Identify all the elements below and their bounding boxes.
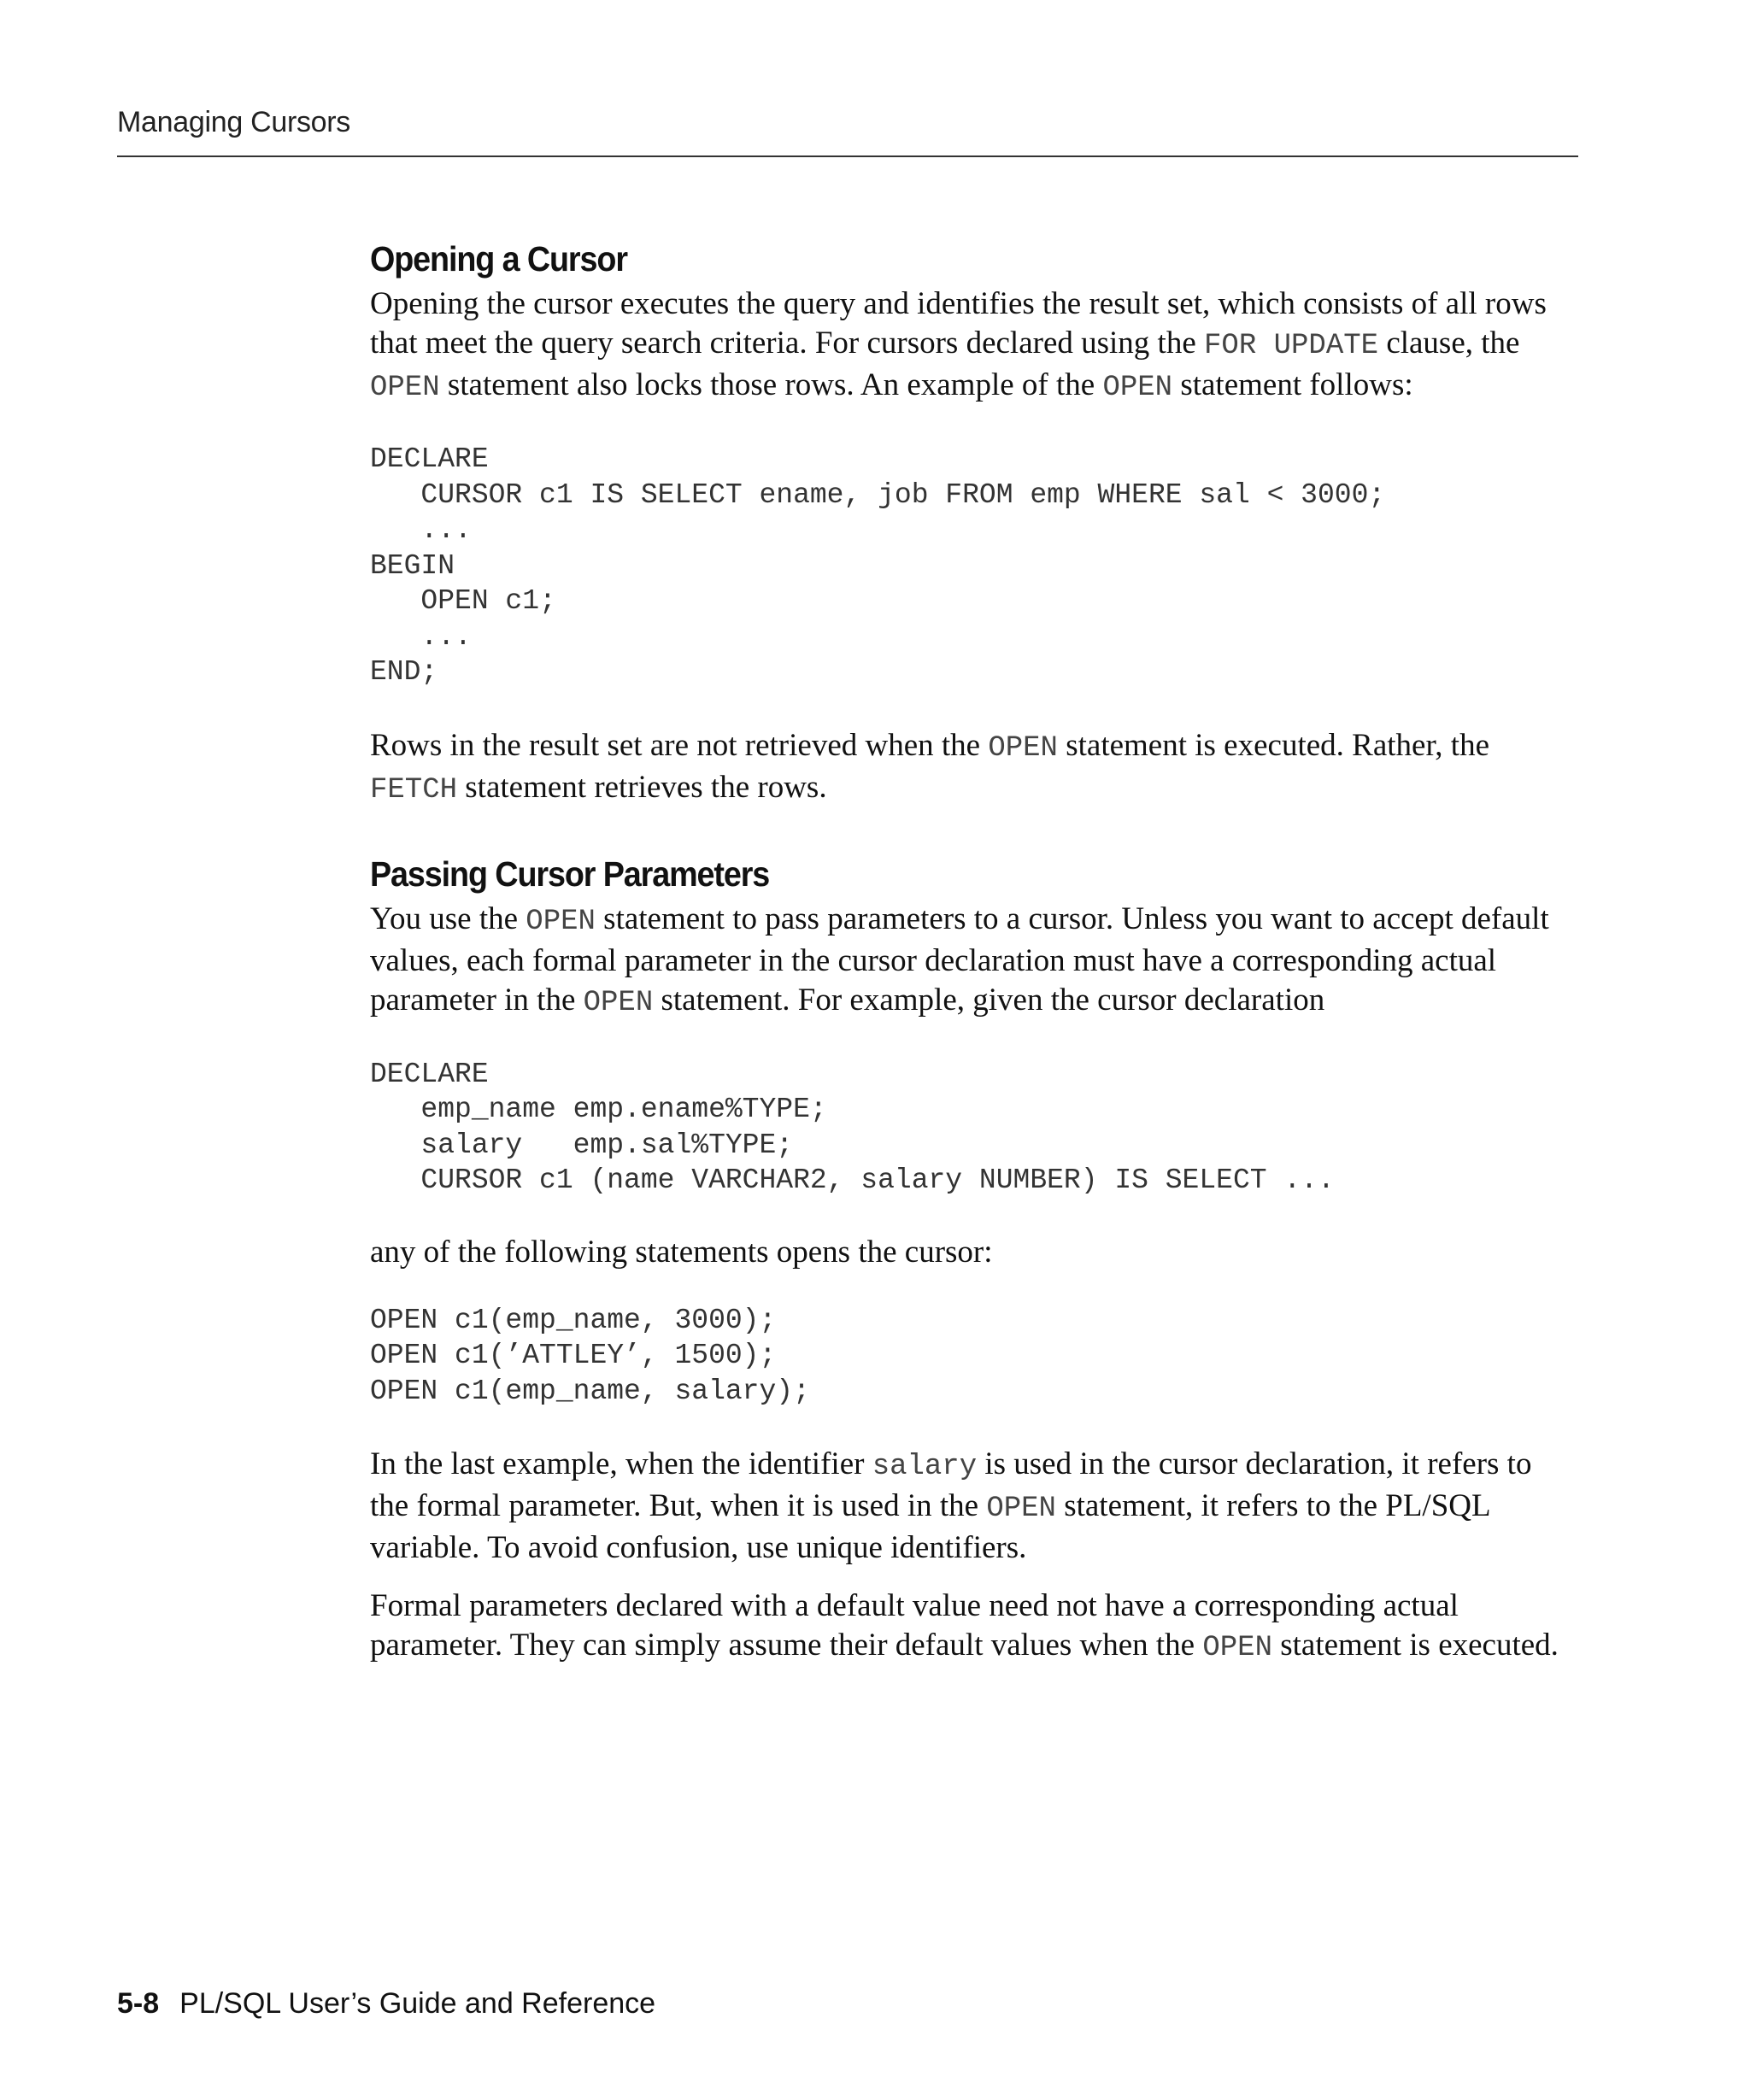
- paragraph-rows-not-retrieved: [370, 726, 1566, 810]
- text-run: Formal parameters declared with a default value need not have a corresponding actual parameter. They can simply assume their default values when the: [370, 1588, 1459, 1663]
- inline-code: OPEN: [1202, 1632, 1272, 1664]
- paragraph-passing-parameters: [370, 900, 1566, 1023]
- code-example-cursor-declaration: DECLARE emp_name emp.ename%TYPE; salary emp.sal%TYPE; CURSOR c1 (name VARCHAR2, salary NUMBER) IS SELECT ...: [370, 1058, 1335, 1196]
- paragraph-default-values: [370, 1587, 1566, 1668]
- text-run: statement follows:: [1172, 367, 1413, 402]
- inline-code: FOR UPDATE: [1204, 330, 1379, 362]
- paragraph-opening-cursor: [370, 284, 1566, 408]
- inline-code: OPEN: [986, 1493, 1056, 1525]
- section-heading-opening-cursor: Opening a Cursor: [370, 239, 627, 279]
- inline-code: OPEN: [1102, 372, 1173, 404]
- book-title: PL/SQL User’s Guide and Reference: [179, 1987, 656, 2020]
- inline-code: FETCH: [370, 773, 458, 807]
- code-example-open-statements: OPEN c1(emp_name, 3000); OPEN c1(’ATTLEY’, 1500); OPEN c1(emp_name, salary);: [370, 1304, 810, 1407]
- text-run: clause, the: [1378, 326, 1520, 361]
- inline-code: OPEN: [526, 905, 596, 938]
- text-run: statement to pass parameters to a cursor. Unless you want to accept default values, each formal parameter in the cursor declaration must have a corresponding actual parameter in the: [370, 900, 1549, 1018]
- page-content: [370, 239, 1566, 1668]
- text-run: statement retrieves the rows.: [457, 769, 827, 805]
- header-rule: [117, 155, 1578, 157]
- text-run: is used in the cursor declaration, it refers to the formal parameter. But, when it is used in the: [370, 1446, 1532, 1523]
- text-run: statement is executed. Rather, the: [1057, 727, 1489, 763]
- inline-code: OPEN: [370, 372, 440, 404]
- inline-code: OPEN: [988, 731, 1058, 765]
- text-run: Rows in the result set are not retrieved when the: [370, 727, 989, 763]
- code-example-open-cursor: DECLARE CURSOR c1 IS SELECT ename, job FROM emp WHERE sal < 3000; ... BEGIN OPEN c1; ... END;: [370, 443, 1386, 688]
- text-run: In the last example, when the identifier: [370, 1446, 872, 1481]
- section-heading-passing-parameters: Passing Cursor Parameters: [370, 853, 770, 894]
- text-run: statement. For example, given the cursor declaration: [653, 982, 1325, 1018]
- page-footer: [117, 1987, 655, 2021]
- inline-code: OPEN: [583, 986, 654, 1019]
- page-number: 5-8: [117, 1987, 160, 2020]
- running-header: Managing Cursors: [117, 106, 350, 138]
- text-run: You use the: [370, 900, 526, 936]
- text-run: statement also locks those rows. An example of the: [439, 367, 1103, 402]
- inline-code: salary: [872, 1451, 978, 1483]
- paragraph-last-example: [370, 1445, 1566, 1568]
- text-run: statement, it refers to the PL/SQL variable. To avoid confusion, use unique identifiers.: [370, 1488, 1490, 1565]
- text-run: statement is executed.: [1271, 1628, 1559, 1663]
- paragraph-following-statements: any of the following statements opens the cursor:: [370, 1234, 993, 1270]
- text-run: Opening the cursor executes the query and identifies the result set, which consists of all rows that meet the query search criteria. For cursors declared using the: [370, 286, 1547, 361]
